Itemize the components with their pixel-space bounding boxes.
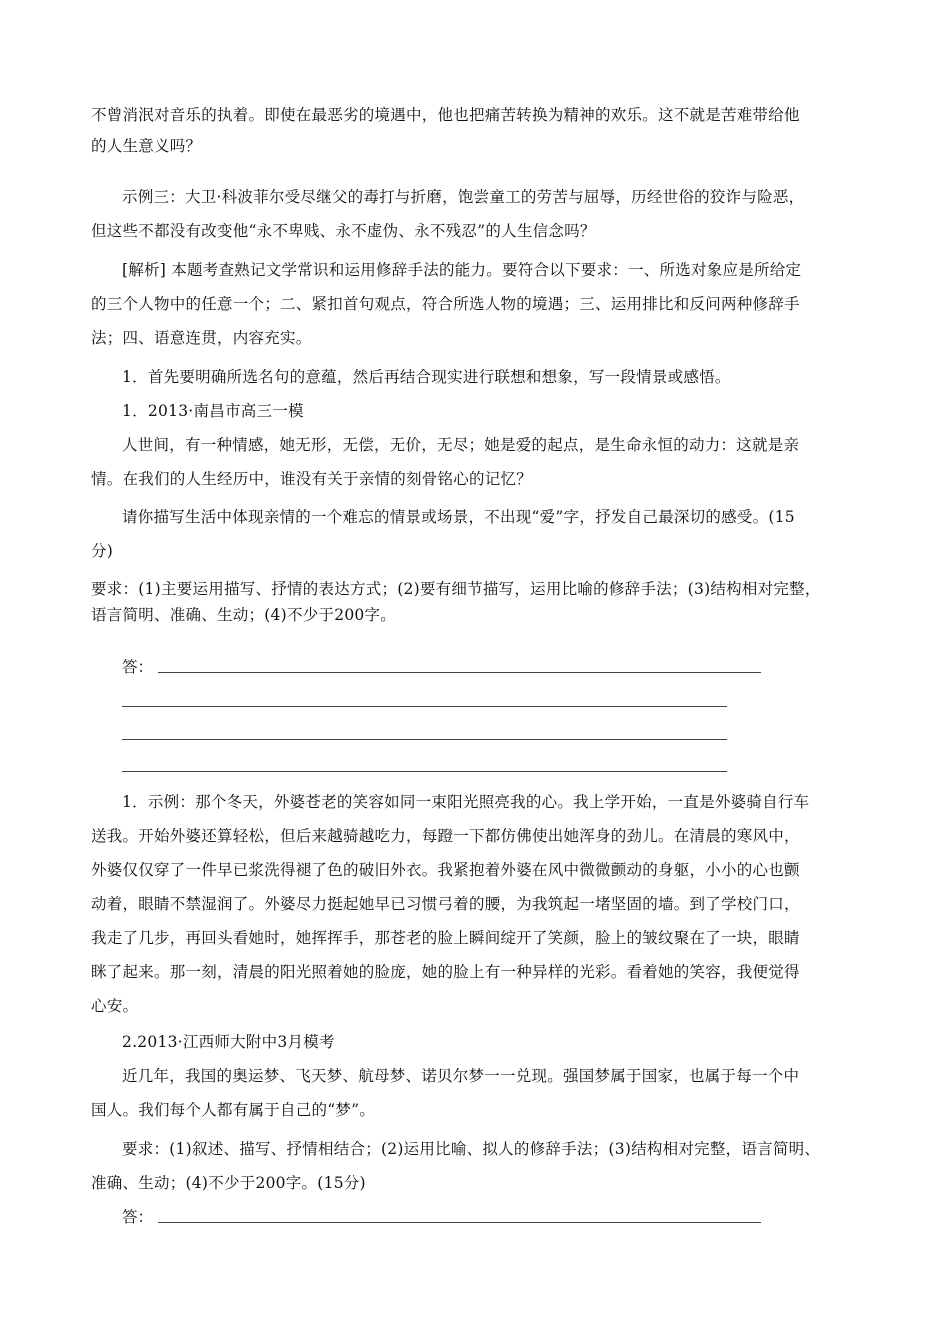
sample-answer-line: 送我。开始外婆还算轻松，但后来越骑越吃力，每蹬一下都仿佛使出她浑身的劲儿。在清晨的寒风中，	[91, 827, 800, 845]
question-line: 情。在我们的人生经历中，谁没有关于亲情的刻骨铭心的记忆？	[91, 470, 533, 488]
analysis-line: 法；四、语意连贯，内容充实。	[91, 329, 312, 347]
sample-answer-line: 1．示例：那个冬天，外婆苍老的笑容如同一束阳光照亮我的心。我上学开始，一直是外婆骑自行车	[122, 793, 810, 811]
requirement-line: 要求：(1)主要运用描写、抒情的表达方式；(2)要有细节描写，运用比喻的修辞手法；(3)结构相对完整，	[91, 580, 821, 598]
sample-answer-line: 心安。	[91, 997, 139, 1015]
question-heading: 1．2013·南昌市高三一模	[122, 402, 304, 420]
answer-label: 答：	[122, 658, 154, 676]
question-line: 请你描写生活中体现亲情的一个难忘的情景或场景，不出现“爱”字，抒发自己最深切的感受。(15	[122, 508, 795, 526]
requirement-line: 准确、生动；(4)不少于200字。(15分)	[91, 1174, 366, 1192]
text-line: 不曾消泯对音乐的执着。即使在最恶劣的境遇中，他也把痛苦转换为精神的欢乐。这不就是苦难带给他	[91, 106, 800, 124]
question-line: 分)	[91, 542, 114, 560]
question-line: 国人。我们每个人都有属于自己的“梦”。	[91, 1101, 376, 1119]
answer-blank-line[interactable]	[122, 739, 727, 740]
sample-answer-line: 动着，眼睛不禁湿润了。外婆尽力挺起她早已习惯弓着的腰，为我筑起一堵坚固的墙。到了学校门口，	[91, 895, 800, 913]
answer-label: 答：	[122, 1208, 154, 1226]
requirement-line: 语言简明、准确、生动；(4)不少于200字。	[91, 606, 397, 624]
question-line: 人世间，有一种情感，她无形，无偿，无价，无尽；她是爱的起点，是生命永恒的动力：这就是亲	[122, 436, 800, 454]
text-line: 的人生意义吗？	[91, 137, 202, 155]
answer-blank-line[interactable]	[158, 672, 761, 673]
answer-blank-line[interactable]	[158, 1222, 761, 1223]
text-line: 但这些不都没有改变他“永不卑贱、永不虚伪、永不残忍”的人生信念吗？	[91, 222, 596, 240]
answer-blank-line[interactable]	[122, 771, 727, 772]
sample-answer-line: 我走了几步，再回头看她时，她挥挥手，那苍老的脸上瞬间绽开了笑颜，脸上的皱纹聚在了一块，眼睛	[91, 929, 800, 947]
sample-answer-line: 眯了起来。那一刻，清晨的阳光照着她的脸庞，她的脸上有一种异样的光彩。看着她的笑容，我便觉得	[91, 963, 800, 981]
analysis-line: 1．首先要明确所选名句的意蕴，然后再结合现实进行联想和想象，写一段情景或感悟。	[122, 368, 731, 386]
question-line: 近几年，我国的奥运梦、飞天梦、航母梦、诺贝尔梦一一兑现。强国梦属于国家，也属于每一个中	[122, 1067, 800, 1085]
analysis-line: 的三个人物中的任意一个；二、紧扣首句观点，符合所选人物的境遇；三、运用排比和反问两种修辞手	[91, 295, 800, 313]
requirement-line: 要求：(1)叙述、描写、抒情相结合；(2)运用比喻、拟人的修辞手法；(3)结构相对完整，语言简明、	[122, 1140, 821, 1158]
sample-answer-line: 外婆仅仅穿了一件早已浆洗得褪了色的破旧外衣。我紧抱着外婆在风中微微颤动的身躯，小小的心也颤	[91, 861, 800, 879]
answer-blank-line[interactable]	[122, 706, 727, 707]
text-line: 示例三：大卫·科波菲尔受尽继父的毒打与折磨，饱尝童工的劳苦与屈辱，历经世俗的狡诈与险恶，	[122, 188, 805, 206]
analysis-line: [解析] 本题考查熟记文学常识和运用修辞手法的能力。要符合以下要求：一、所选对象应是所给定	[122, 261, 802, 279]
question-heading: 2.2013·江西师大附中3月模考	[122, 1033, 335, 1051]
